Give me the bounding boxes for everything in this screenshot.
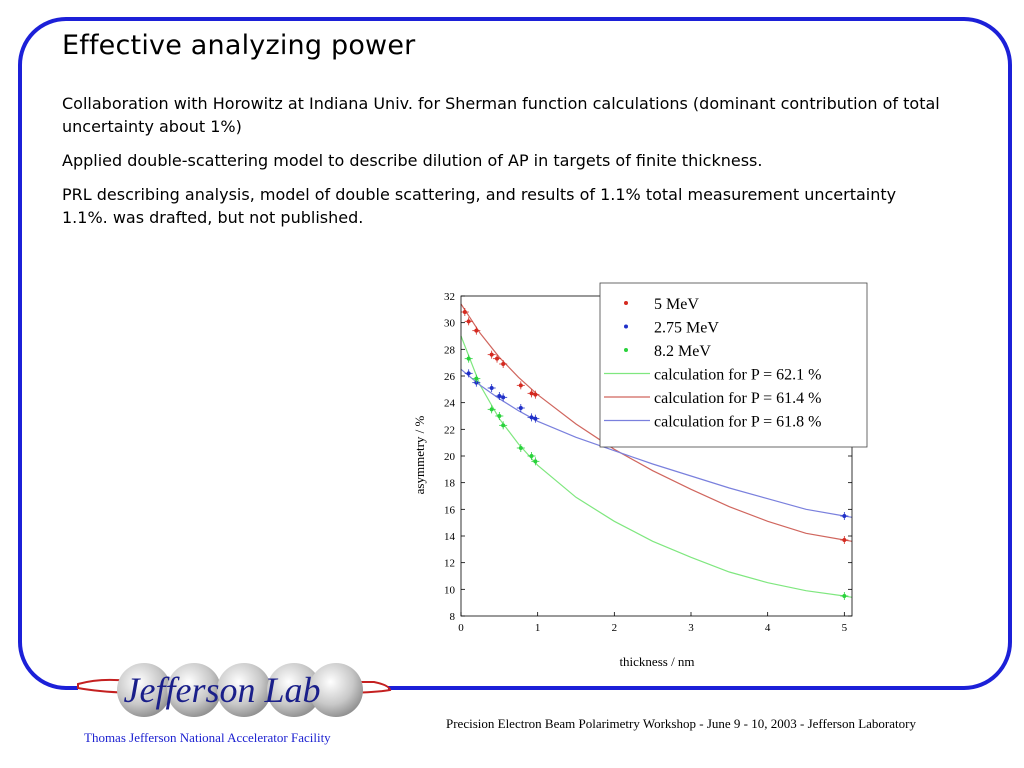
x-tick-label: 0 bbox=[458, 622, 464, 634]
bullet-item: PRL describing analysis, model of double scattering, and results of 1.1% total measurement uncertainty 1.1%. was drafted, but not published. bbox=[62, 185, 897, 227]
data-point bbox=[533, 417, 537, 421]
data-point bbox=[519, 406, 523, 410]
data-point bbox=[490, 386, 494, 390]
chart-svg bbox=[400, 276, 880, 676]
data-point bbox=[474, 377, 478, 381]
legend-marker bbox=[624, 301, 628, 305]
data-point bbox=[497, 414, 501, 418]
x-tick-label: 2 bbox=[611, 622, 618, 634]
data-point bbox=[474, 329, 478, 333]
x-tick-label: 5 bbox=[841, 622, 848, 634]
y-tick-label: 12 bbox=[444, 557, 455, 570]
y-tick-label: 32 bbox=[444, 291, 455, 303]
jefferson-lab-logo bbox=[74, 652, 394, 732]
legend-marker bbox=[624, 348, 628, 352]
x-tick-label: 1 bbox=[534, 622, 541, 634]
bullet-list bbox=[62, 92, 942, 240]
chart-legend bbox=[600, 283, 867, 447]
y-tick-label: 20 bbox=[444, 451, 455, 463]
y-tick-label: 14 bbox=[444, 531, 455, 543]
x-tick-label: 4 bbox=[764, 622, 771, 634]
legend-label: calculation for P = 61.8 % bbox=[654, 413, 822, 431]
legend-label: 2.75 MeV bbox=[654, 319, 719, 337]
legend-label: 5 MeV bbox=[654, 296, 699, 313]
y-tick-label: 30 bbox=[444, 317, 455, 330]
data-point bbox=[467, 319, 471, 323]
data-point bbox=[533, 393, 537, 397]
data-point bbox=[842, 594, 846, 598]
y-tick-label: 24 bbox=[444, 397, 455, 410]
bullet-item: Applied double-scattering model to describe dilution of AP in targets of finite thickness. bbox=[62, 151, 763, 170]
data-point bbox=[490, 353, 494, 357]
data-point bbox=[501, 423, 505, 427]
data-point bbox=[467, 357, 471, 361]
y-tick-label: 8 bbox=[449, 611, 455, 623]
event-caption: Precision Electron Beam Polarimetry Workshop - June 9 - 10, 2003 - Jefferson Laboratory bbox=[446, 716, 916, 731]
data-point bbox=[533, 459, 537, 463]
data-point bbox=[501, 362, 505, 366]
legend-label: calculation for P = 61.4 % bbox=[654, 390, 822, 407]
data-point bbox=[530, 454, 534, 458]
slide-title: Effective analyzing power bbox=[62, 30, 416, 61]
y-tick-label: 22 bbox=[444, 424, 455, 437]
svg-text:Jefferson Lab: Jefferson Lab bbox=[123, 670, 321, 710]
data-point bbox=[842, 538, 846, 542]
legend-label: calculation for P = 62.1 % bbox=[654, 366, 822, 384]
x-tick-label: 3 bbox=[688, 622, 694, 634]
legend-label: 8.2 MeV bbox=[654, 343, 711, 360]
y-tick-label: 10 bbox=[444, 584, 455, 597]
x-axis-title: thickness / nm bbox=[619, 654, 695, 669]
y-axis-title: asymmetry / % bbox=[412, 415, 427, 495]
data-point bbox=[519, 446, 523, 450]
data-point bbox=[490, 407, 494, 411]
data-point bbox=[519, 383, 523, 387]
organization-name: Thomas Jefferson National Accelerator Facility bbox=[84, 730, 331, 745]
data-point bbox=[495, 357, 499, 361]
data-point bbox=[842, 514, 846, 518]
data-point bbox=[463, 310, 467, 314]
y-tick-label: 18 bbox=[444, 477, 455, 490]
bullet-item: Collaboration with Horowitz at Indiana Univ. for Sherman function calculations (dominant contribution of total uncertainty about 1%) bbox=[62, 94, 940, 136]
asymmetry-chart bbox=[400, 276, 880, 676]
y-tick-label: 28 bbox=[444, 344, 455, 357]
y-tick-label: 26 bbox=[444, 371, 455, 383]
data-point bbox=[467, 371, 471, 375]
y-tick-label: 16 bbox=[444, 504, 455, 517]
data-point bbox=[501, 395, 505, 399]
legend-marker bbox=[624, 325, 628, 329]
